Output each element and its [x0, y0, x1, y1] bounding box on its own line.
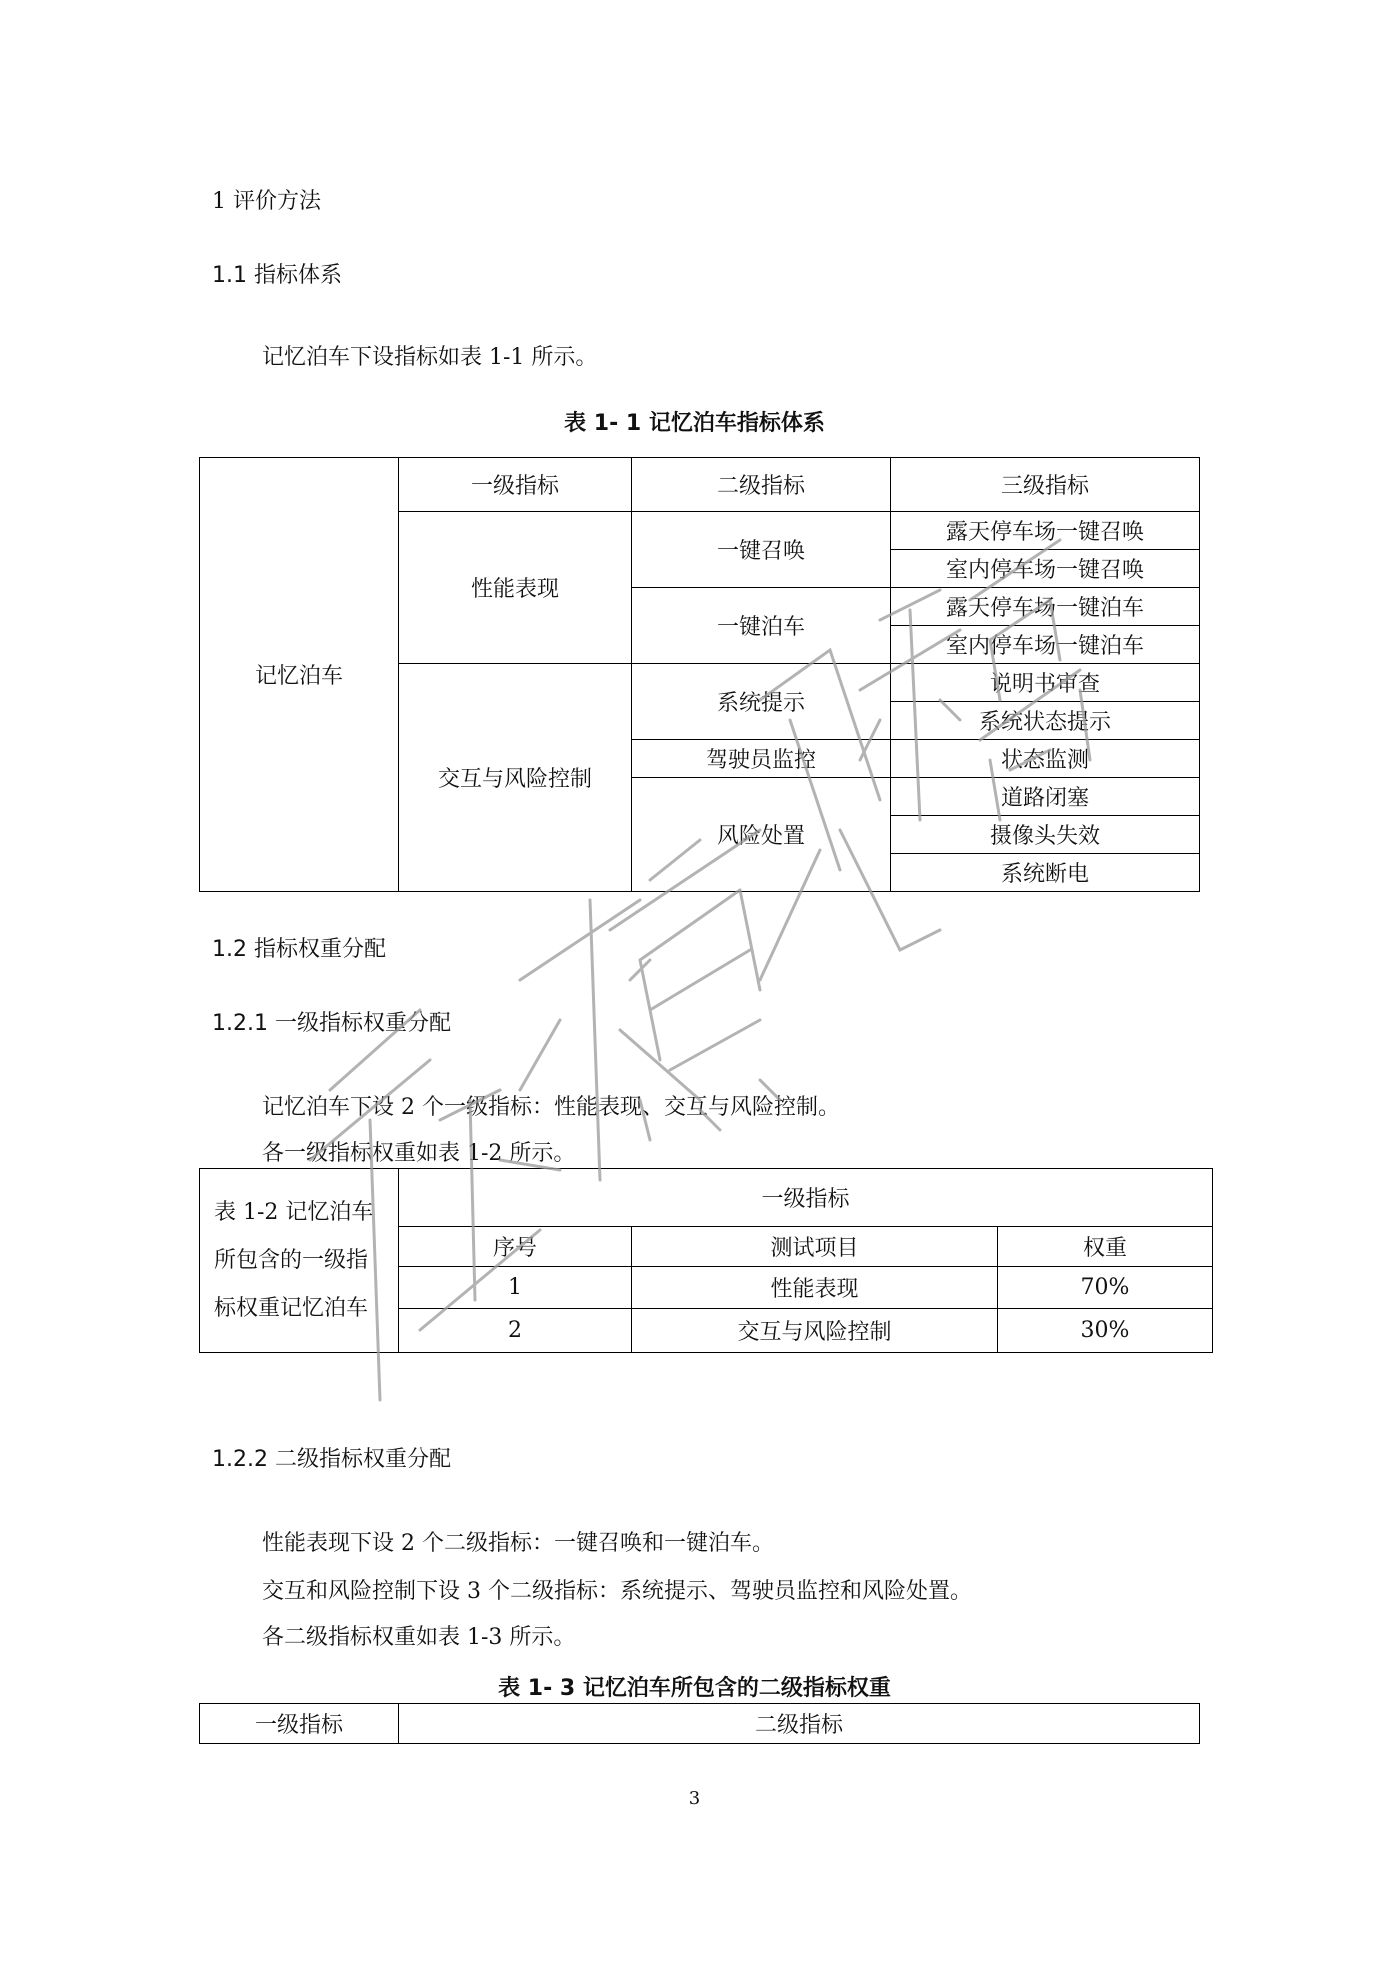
table1-l3-cell: 状态监测 [891, 740, 1200, 778]
section-heading-1-2-2: 1.2.2 二级指标权重分配 [212, 1447, 451, 1472]
table1-l1-cell: 交互与风险控制 [399, 664, 632, 892]
paragraph-level1-indicators: 记忆泊车下设 2 个一级指标：性能表现、交互与风险控制。 [262, 1095, 840, 1120]
paragraph-table2-intro: 各一级指标权重如表 1-2 所示。 [262, 1141, 576, 1166]
table2-header-index: 序号 [399, 1227, 632, 1267]
table2-cell-item: 交互与风险控制 [632, 1309, 998, 1353]
table1-l3-cell: 系统状态提示 [891, 702, 1200, 740]
level2-weight-table [199, 1703, 1200, 1744]
section-heading-1-2-1: 1.2.1 一级指标权重分配 [212, 1011, 451, 1036]
table2-cell-index: 1 [399, 1267, 632, 1309]
table3-header-l2: 二级指标 [399, 1704, 1200, 1744]
level1-weight-table [199, 1168, 1213, 1353]
table1-header-l2: 二级指标 [632, 458, 891, 512]
paragraph-table3-intro: 各二级指标权重如表 1-3 所示。 [262, 1625, 576, 1650]
table1-l3-cell: 道路闭塞 [891, 778, 1200, 816]
table2-cell-item: 性能表现 [632, 1267, 998, 1309]
table1-l3-cell: 系统断电 [891, 854, 1200, 892]
table2-header-weight: 权重 [998, 1227, 1213, 1267]
table1-header-l3: 三级指标 [891, 458, 1200, 512]
table2-cell-weight: 30% [998, 1309, 1213, 1353]
section-heading-1-2: 1.2 指标权重分配 [212, 937, 386, 962]
table1-l2-cell: 系统提示 [632, 664, 891, 740]
table3-header-l1: 一级指标 [200, 1704, 399, 1744]
section-heading-1: 1 评价方法 [212, 189, 321, 214]
table1-header-l1: 一级指标 [399, 458, 632, 512]
indicator-system-table [199, 457, 1200, 892]
paragraph-table1-intro: 记忆泊车下设指标如表 1-1 所示。 [262, 345, 598, 370]
table1-l2-cell: 驾驶员监控 [632, 740, 891, 778]
table2-group-header: 一级指标 [399, 1169, 1213, 1227]
table2-caption-cell: 表 1-2 记忆泊车所包含的一级指标权重记忆泊车 [200, 1169, 399, 1353]
table1-caption: 表 1- 1 记忆泊车指标体系 [564, 411, 825, 436]
table1-l3-cell: 露天停车场一键泊车 [891, 588, 1200, 626]
table1-l3-cell: 室内停车场一键召唤 [891, 550, 1200, 588]
table2-cell-weight: 70% [998, 1267, 1213, 1309]
table1-l3-cell: 露天停车场一键召唤 [891, 512, 1200, 550]
table1-l3-cell: 摄像头失效 [891, 816, 1200, 854]
section-heading-1-1: 1.1 指标体系 [212, 263, 342, 288]
table1-l3-cell: 说明书审查 [891, 664, 1200, 702]
table1-l2-cell: 风险处置 [632, 778, 891, 892]
table1-l2-cell: 一键泊车 [632, 588, 891, 664]
paragraph-level2-interaction: 交互和风险控制下设 3 个二级指标：系统提示、驾驶员监控和风险处置。 [262, 1579, 972, 1604]
table2-cell-index: 2 [399, 1309, 632, 1353]
table1-l3-cell: 室内停车场一键泊车 [891, 626, 1200, 664]
table3-caption: 表 1- 3 记忆泊车所包含的二级指标权重 [498, 1676, 891, 1701]
table1-root-cell: 记忆泊车 [200, 458, 399, 892]
table1-l2-cell: 一键召唤 [632, 512, 891, 588]
page-number: 3 [688, 1788, 701, 1809]
table1-l1-cell: 性能表现 [399, 512, 632, 664]
table2-header-item: 测试项目 [632, 1227, 998, 1267]
paragraph-level2-performance: 性能表现下设 2 个二级指标：一键召唤和一键泊车。 [262, 1531, 774, 1556]
